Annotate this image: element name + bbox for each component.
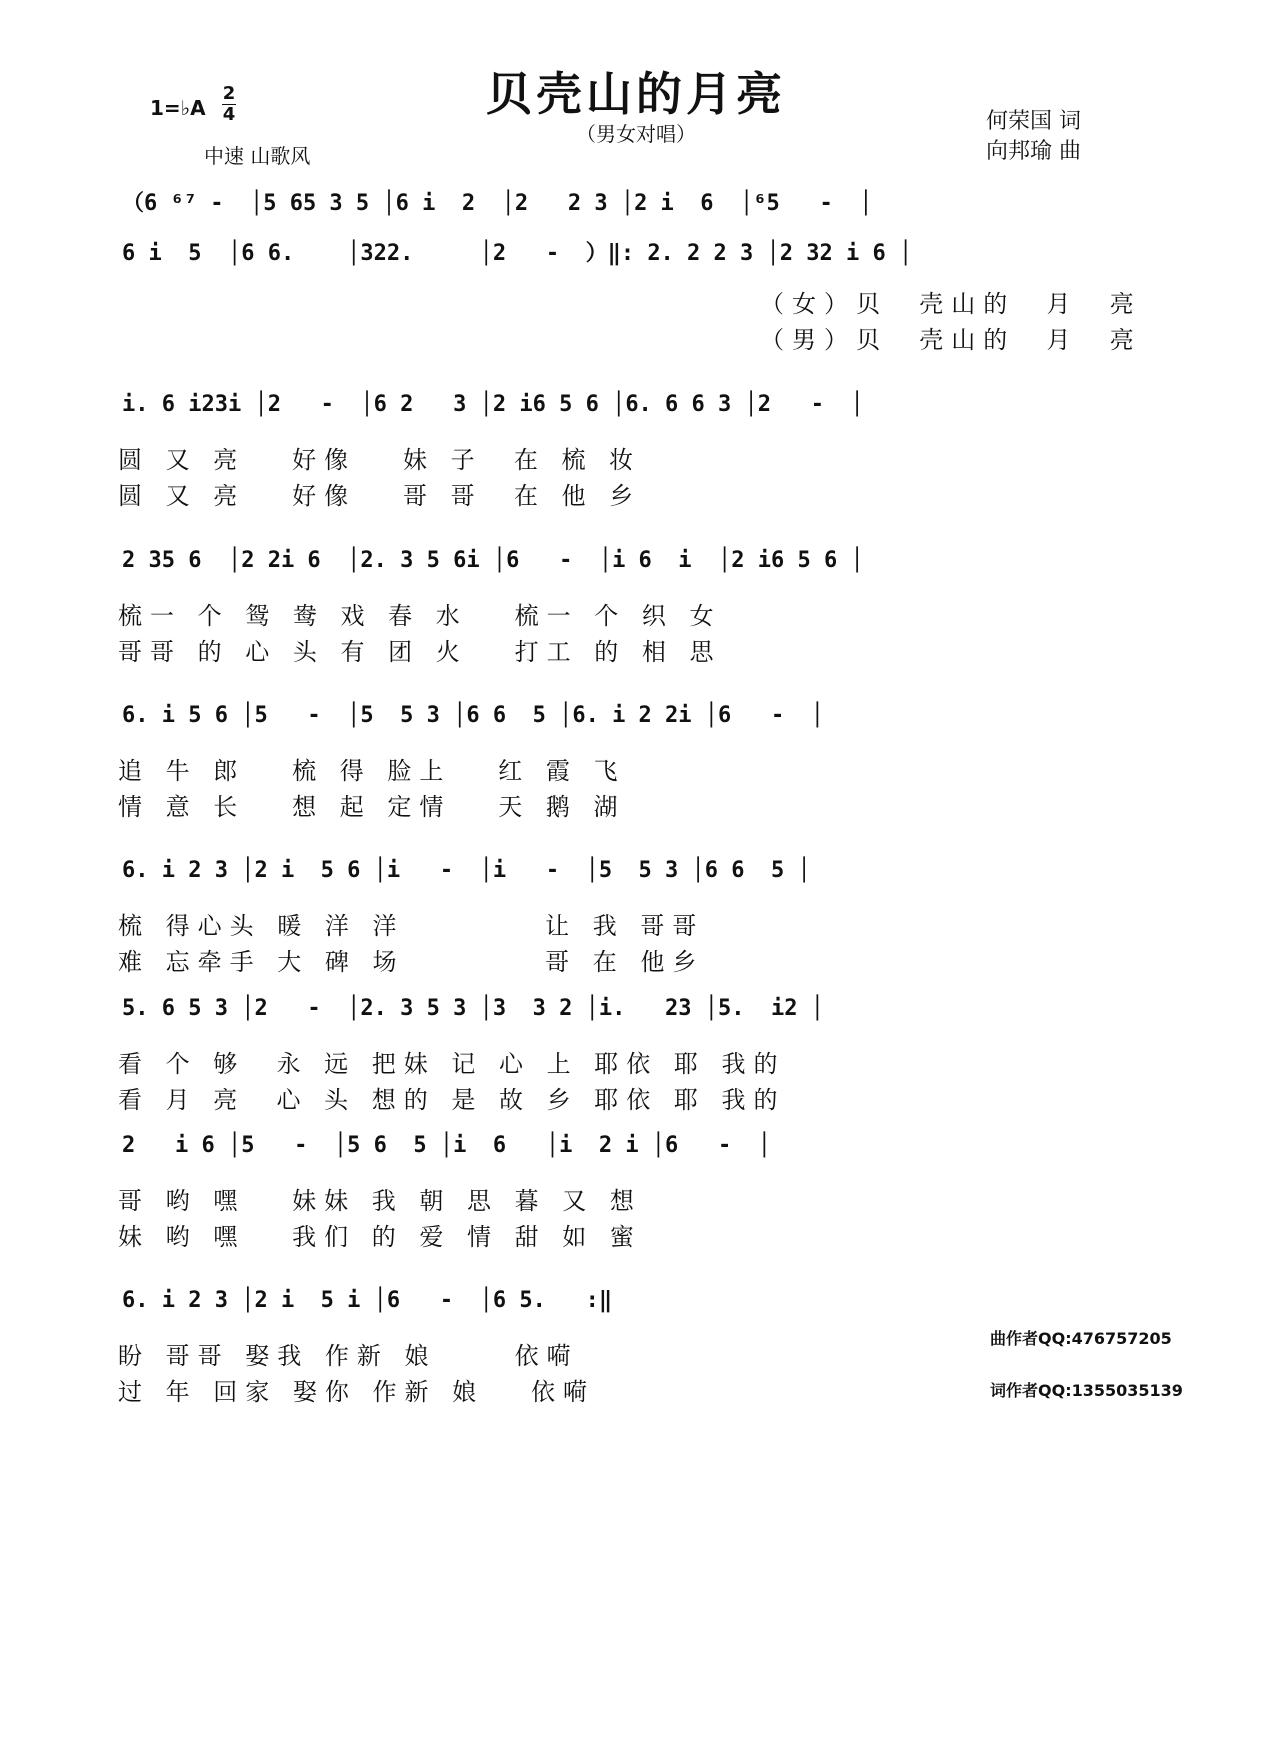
tempo-marking: 中速 山歌风	[204, 144, 311, 168]
notation-line: 2 i 6 │5 - │5 6 5 │i 6 │i 2 i │6 - │	[122, 1133, 772, 1158]
lyric-line: 圆 又 亮 好像 妹 子 在 梳 妆	[118, 446, 642, 474]
time-signature	[222, 84, 236, 125]
lyric-line: 哥哥 的 心 头 有 团 火 打工 的 相 思	[118, 638, 722, 666]
time-bottom: 4	[222, 104, 236, 125]
notation-line: 2 35 6 │2 2i 6 │2. 3 5 6i │6 - │i 6 i │2 i6 5 6 │	[122, 548, 864, 573]
lyricist-credit: 何荣国 词	[986, 109, 1081, 134]
lyricist-qq: 词作者QQ:1355035139	[990, 1381, 1183, 1400]
notation-line: （6 ⁶⁷ - │5 65 3 5 │6 i 2 │2 2 3 │2 i 6 │⁶5 - │	[122, 191, 873, 216]
lyric-line: （男）贝 壳山的 月 亮	[760, 326, 1142, 354]
lyric-line: 哥 哟 嘿 妹妹 我 朝 思 暮 又 想	[118, 1187, 642, 1215]
lyric-line: 梳一 个 鸳 鸯 戏 春 水 梳一 个 织 女	[118, 602, 722, 630]
lyric-line: 难 忘牵手 大 碑 场 哥 在 他乡	[118, 948, 705, 976]
lyric-line: 情 意 长 想 起 定情 天 鹅 湖	[118, 793, 626, 821]
time-top: 2	[222, 83, 236, 104]
notation-line: i. 6 i23i │2 - │6 2 3 │2 i6 5 6 │6. 6 6 3 │2 - │	[122, 392, 864, 417]
lyric-line: 盼 哥哥 娶我 作新 娘 依嗬	[118, 1342, 579, 1370]
lyric-line: 看 个 够 永 远 把妹 记 心 上 耶依 耶 我的	[118, 1050, 786, 1078]
song-title: 贝壳山的月亮	[486, 67, 786, 121]
notation-line: 6. i 2 3 │2 i 5 i │6 - │6 5. :‖	[122, 1288, 613, 1313]
key-signature: 1=♭A	[150, 96, 206, 120]
notation-line: 6. i 5 6 │5 - │5 5 3 │6 6 5 │6. i 2 2i │6 - │	[122, 703, 824, 728]
lyric-line: 追 牛 郎 梳 得 脸上 红 霞 飞	[118, 757, 626, 785]
lyric-line: 梳 得心头 暖 洋 洋 让 我 哥哥	[118, 912, 705, 940]
notation-line: 6 i 5 │6 6. │322. │2 - ）‖: 2. 2 2 3 │2 32 i 6 │	[122, 241, 913, 266]
lyric-line: 妹 哟 嘿 我们 的 爱 情 甜 如 蜜	[118, 1223, 642, 1251]
notation-line: 5. 6 5 3 │2 - │2. 3 5 3 │3 3 2 │i. 23 │5. i2 │	[122, 996, 824, 1021]
song-subtitle: （男女对唱）	[576, 122, 696, 146]
composer-credit: 向邦瑜 曲	[986, 139, 1081, 164]
lyric-line: 过 年 回家 娶你 作新 娘 依嗬	[118, 1378, 596, 1406]
lyric-line: 看 月 亮 心 头 想的 是 故 乡 耶依 耶 我的	[118, 1086, 786, 1114]
composer-qq: 曲作者QQ:476757205	[990, 1329, 1172, 1348]
lyric-line: 圆 又 亮 好像 哥 哥 在 他 乡	[118, 482, 642, 510]
lyric-line: （女）贝 壳山的 月 亮	[760, 290, 1142, 318]
notation-line: 6. i 2 3 │2 i 5 6 │i - │i - │5 5 3 │6 6 5 │	[122, 858, 811, 883]
